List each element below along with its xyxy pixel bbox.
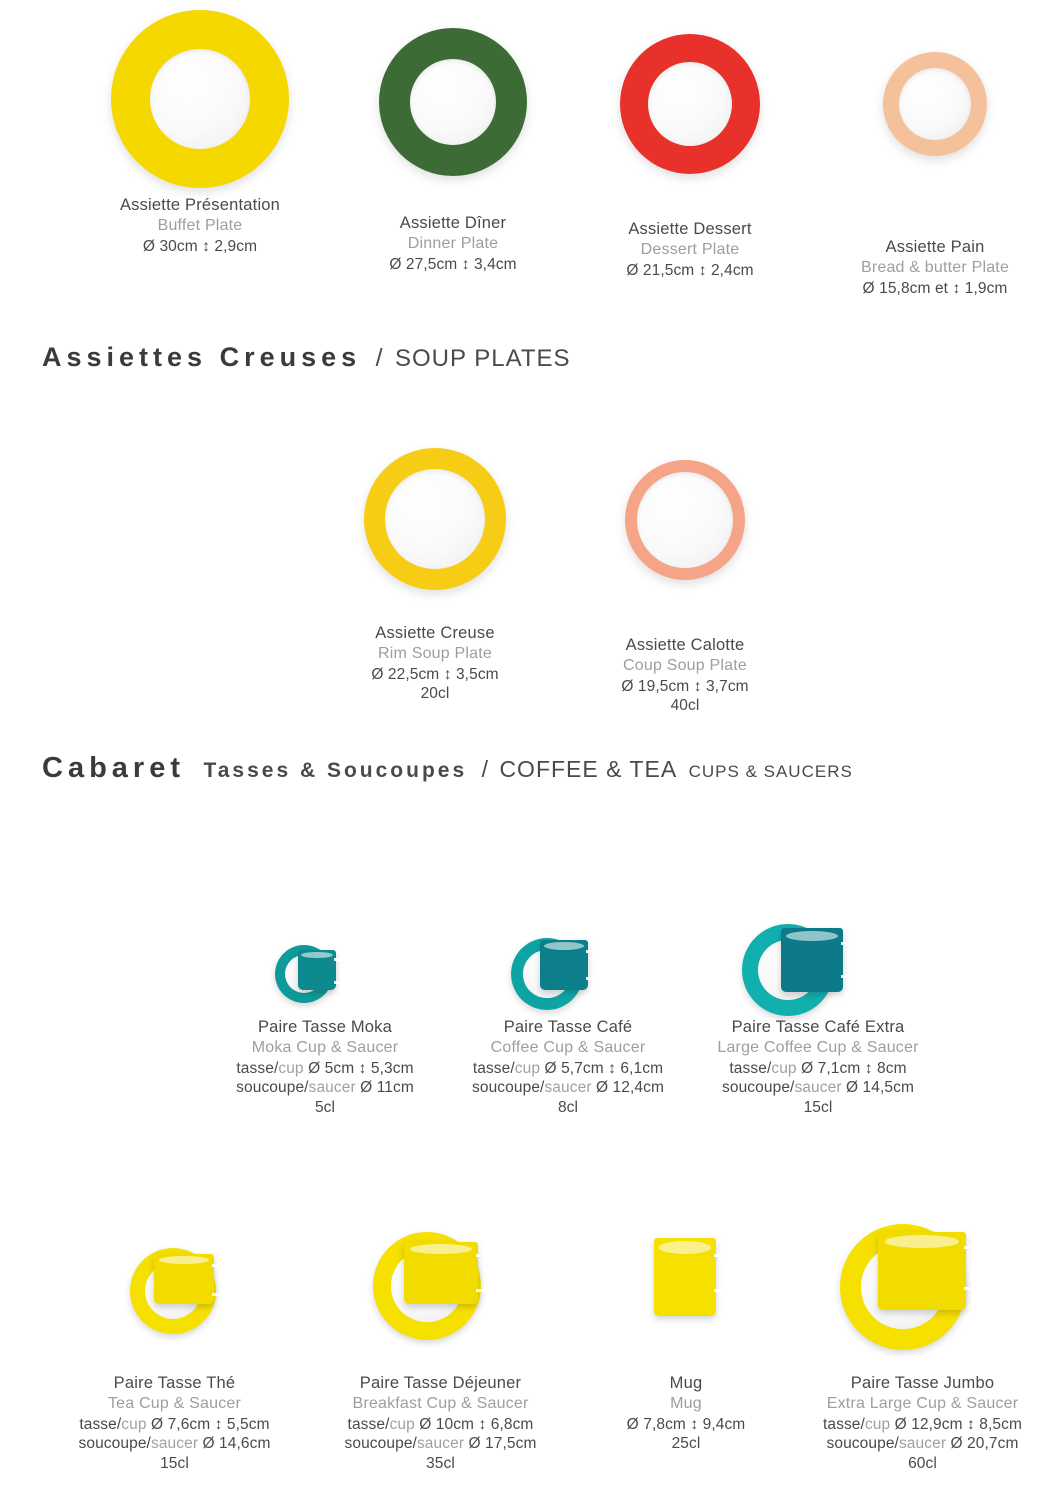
cup-body — [540, 940, 588, 990]
cup-dims: Ø 12,9cm ↕ 8,5cm — [890, 1415, 1023, 1433]
product-name-en: Tea Cup & Saucer — [107, 1395, 242, 1413]
heading-separator: / — [481, 756, 488, 782]
product-saucer-dimensions — [678, 1078, 958, 1098]
product-cup-dimensions — [790, 1415, 1053, 1435]
cup-body — [404, 1242, 478, 1304]
product-caption — [540, 635, 830, 716]
plate-ring — [111, 10, 289, 188]
cup-body — [781, 928, 843, 992]
cup-image-mug — [576, 1218, 796, 1373]
cup-handle — [841, 942, 861, 978]
cup-rim — [410, 1244, 472, 1254]
cup-rim — [301, 952, 333, 958]
product-name-en: Coffee Cup & Saucer — [490, 1039, 646, 1057]
plate-ring — [625, 460, 745, 580]
plate-well — [899, 68, 972, 141]
product-cup-dimensions — [428, 1059, 708, 1079]
product-cup-dimensions — [185, 1059, 465, 1079]
product-name-en: Large Coffee Cup & Saucer — [717, 1039, 919, 1057]
product-volume: 40cl — [670, 697, 700, 715]
cup-dims: Ø 10cm ↕ 6,8cm — [414, 1415, 534, 1433]
product-name-fr: Paire Tasse Café Extra — [731, 1018, 905, 1036]
product-name-en: Dinner Plate — [407, 235, 499, 253]
cup-image-dejeuner — [308, 1218, 573, 1373]
plate-ring — [364, 448, 506, 590]
cup-label-fr: tasse/ — [472, 1059, 515, 1077]
heading-text-en-2: CUPS & SAUCERS — [688, 762, 853, 781]
product-saucer-dimensions — [428, 1078, 708, 1098]
product-name-en: Extra Large Cup & Saucer — [826, 1395, 1019, 1413]
product-volume: 60cl — [908, 1455, 937, 1473]
product-caption — [308, 1373, 573, 1474]
product-paire-tasse-jumbo — [790, 1218, 1053, 1474]
product-paire-tasse-cafe-extra — [678, 862, 958, 1118]
saucer-label-en: saucer — [544, 1079, 592, 1097]
product-name-en: Moka Cup & Saucer — [251, 1039, 399, 1057]
cup-body — [654, 1238, 716, 1316]
product-name-fr: Assiette Pain — [885, 238, 985, 256]
product-caption — [55, 195, 345, 256]
product-cup-dimensions — [576, 1415, 796, 1435]
heading-separator: / — [375, 344, 383, 372]
cup-rim — [885, 1235, 959, 1247]
saucer-label-fr: soucoupe/ — [826, 1435, 899, 1453]
cup-rim — [544, 942, 584, 950]
product-saucer-dimensions — [790, 1434, 1053, 1454]
cup-handle — [586, 950, 603, 980]
product-name-fr: Paire Tasse Moka — [257, 1018, 393, 1036]
cup-label-fr: tasse/ — [729, 1059, 772, 1077]
saucer-dims: Ø 11cm — [355, 1079, 414, 1097]
plate-image-coup-soup — [540, 460, 830, 635]
cup-label-en: cup — [864, 1415, 891, 1433]
cup-label-en: cup — [278, 1059, 304, 1077]
saucer-dims: Ø 20,7cm — [946, 1435, 1019, 1453]
cup-image-jumbo — [790, 1218, 1053, 1373]
product-volume: 15cl — [160, 1455, 189, 1473]
product-cup-dimensions — [678, 1059, 958, 1079]
product-dimensions: Ø 15,8cm et ↕ 1,9cm — [862, 279, 1008, 297]
plate-image-buffet — [55, 10, 345, 195]
heading-text-cups-fr: Tasses & Soucoupes — [203, 759, 468, 782]
product-volume: 35cl — [426, 1455, 455, 1473]
cup-image-cafe-extra — [678, 862, 958, 1017]
saucer-label-en: saucer — [416, 1435, 465, 1453]
plate-image-rim-soup — [290, 448, 580, 623]
cup-rim — [786, 931, 838, 941]
cup-dims: Ø 7,1cm ↕ 8cm — [796, 1059, 907, 1077]
product-assiette-presentation — [55, 10, 345, 256]
product-paire-tasse-the — [42, 1218, 307, 1474]
saucer-label-fr: soucoupe/ — [236, 1079, 309, 1097]
product-volume: 5cl — [314, 1099, 336, 1117]
product-name-en: Rim Soup Plate — [378, 645, 492, 663]
saucer-dims: Ø 14,5cm — [841, 1079, 914, 1097]
plate-ring — [620, 34, 760, 174]
cup-rim — [659, 1241, 711, 1253]
product-volume: 25cl — [671, 1435, 701, 1453]
product-dimensions: Ø 30cm ↕ 2,9cm — [142, 237, 258, 255]
cup-rim — [159, 1256, 209, 1264]
product-name-en: Bread & butter Plate — [860, 259, 1010, 277]
product-dimensions: Ø 21,5cm ↕ 2,4cm — [626, 261, 754, 279]
heading-text-cabaret: Cabaret — [42, 752, 185, 784]
cup-label-fr: tasse/ — [822, 1415, 865, 1433]
product-name-fr: Assiette Dessert — [628, 220, 752, 238]
cup-label-fr: tasse/ — [79, 1415, 122, 1433]
product-name-en: Coup Soup Plate — [623, 657, 747, 675]
product-caption — [576, 1373, 796, 1454]
saucer-dims: Ø 17,5cm — [464, 1435, 537, 1453]
cup-dims: Ø 7,8cm ↕ 9,4cm — [626, 1415, 746, 1433]
cup-label-en: cup — [771, 1059, 797, 1077]
product-caption — [185, 1017, 465, 1118]
product-paire-tasse-dejeuner — [308, 1218, 573, 1474]
section-heading-soup-plates — [42, 342, 571, 373]
cup-dims: Ø 5cm ↕ 5,3cm — [303, 1059, 414, 1077]
saucer-label-fr: soucoupe/ — [472, 1079, 545, 1097]
cup-handle — [964, 1246, 989, 1290]
cup-image-moka — [185, 862, 465, 1017]
cup-label-fr: tasse/ — [347, 1415, 390, 1433]
plate-ring — [379, 28, 527, 176]
product-name-fr: Mug — [669, 1374, 703, 1392]
product-paire-tasse-cafe — [428, 862, 708, 1118]
cup-label-en: cup — [514, 1059, 541, 1077]
product-name-fr: Assiette Creuse — [375, 624, 495, 642]
cup-body — [154, 1254, 214, 1304]
saucer-dims: Ø 14,6cm — [198, 1435, 271, 1453]
cup-handle — [476, 1254, 498, 1292]
product-name-fr: Assiette Dîner — [399, 214, 507, 232]
heading-text-fr: Assiettes Creuses — [42, 342, 362, 372]
plate-well — [385, 469, 484, 568]
product-cup-dimensions — [308, 1415, 573, 1435]
product-volume: 15cl — [803, 1099, 833, 1117]
product-caption — [678, 1017, 958, 1118]
product-volume: 8cl — [557, 1099, 579, 1117]
cup-body — [878, 1232, 966, 1310]
product-name-en: Mug — [670, 1395, 702, 1413]
plate-ring — [883, 52, 987, 156]
saucer-dims: Ø 12,4cm — [591, 1079, 664, 1097]
product-name-fr: Assiette Calotte — [625, 636, 745, 654]
cup-handle — [714, 1254, 734, 1292]
heading-text-en: SOUP PLATES — [395, 345, 571, 372]
saucer-label-en: saucer — [794, 1079, 842, 1097]
product-assiette-pain — [790, 10, 1053, 298]
cup-image-cafe — [428, 862, 708, 1017]
product-saucer-dimensions — [42, 1434, 307, 1454]
saucer-label-en: saucer — [308, 1079, 356, 1097]
product-caption — [790, 1373, 1053, 1474]
saucer-label-en: saucer — [898, 1435, 947, 1453]
product-saucer-dimensions — [185, 1078, 465, 1098]
section-heading-cabaret — [42, 752, 853, 785]
product-dimensions: Ø 19,5cm ↕ 3,7cm — [621, 677, 749, 695]
cup-body — [298, 950, 336, 990]
cup-image-the — [42, 1218, 307, 1373]
plate-image-bread — [790, 52, 1053, 237]
heading-text-en-1: COFFEE & TEA — [499, 756, 678, 782]
plate-well — [637, 472, 733, 568]
product-caption — [290, 623, 580, 704]
cup-dims: Ø 5,7cm ↕ 6,1cm — [540, 1059, 664, 1077]
saucer-label-en: saucer — [150, 1435, 199, 1453]
product-paire-tasse-moka — [185, 862, 465, 1118]
plate-well — [648, 62, 732, 146]
product-cup-dimensions — [42, 1415, 307, 1435]
product-mug — [576, 1218, 796, 1454]
product-volume: 20cl — [420, 685, 450, 703]
product-name-fr: Paire Tasse Café — [503, 1018, 633, 1036]
cup-label-en: cup — [121, 1415, 147, 1433]
saucer-label-fr: soucoupe/ — [78, 1435, 151, 1453]
plate-well — [410, 59, 496, 145]
cup-label-en: cup — [389, 1415, 415, 1433]
product-name-fr: Paire Tasse Thé — [113, 1374, 236, 1392]
product-saucer-dimensions — [308, 1434, 573, 1454]
plate-well — [150, 49, 250, 149]
product-caption — [790, 237, 1053, 298]
product-name-fr: Paire Tasse Jumbo — [850, 1374, 995, 1392]
product-caption — [42, 1373, 307, 1474]
product-name-en: Buffet Plate — [157, 217, 243, 235]
product-assiette-calotte — [540, 432, 830, 716]
product-name-fr: Assiette Présentation — [119, 196, 281, 214]
product-caption — [428, 1017, 708, 1118]
cup-handle — [212, 1264, 231, 1296]
product-name-en: Breakfast Cup & Saucer — [352, 1395, 529, 1413]
product-name-en: Dessert Plate — [640, 241, 740, 259]
cup-handle — [334, 958, 349, 984]
product-dimensions: Ø 22,5cm ↕ 3,5cm — [371, 665, 499, 683]
saucer-label-fr: soucoupe/ — [722, 1079, 795, 1097]
product-assiette-creuse — [290, 432, 580, 704]
cup-dims: Ø 7,6cm ↕ 5,5cm — [146, 1415, 270, 1433]
cup-label-fr: tasse/ — [236, 1059, 279, 1077]
product-name-fr: Paire Tasse Déjeuner — [359, 1374, 522, 1392]
product-dimensions: Ø 27,5cm ↕ 3,4cm — [389, 255, 517, 273]
saucer-label-fr: soucoupe/ — [344, 1435, 417, 1453]
